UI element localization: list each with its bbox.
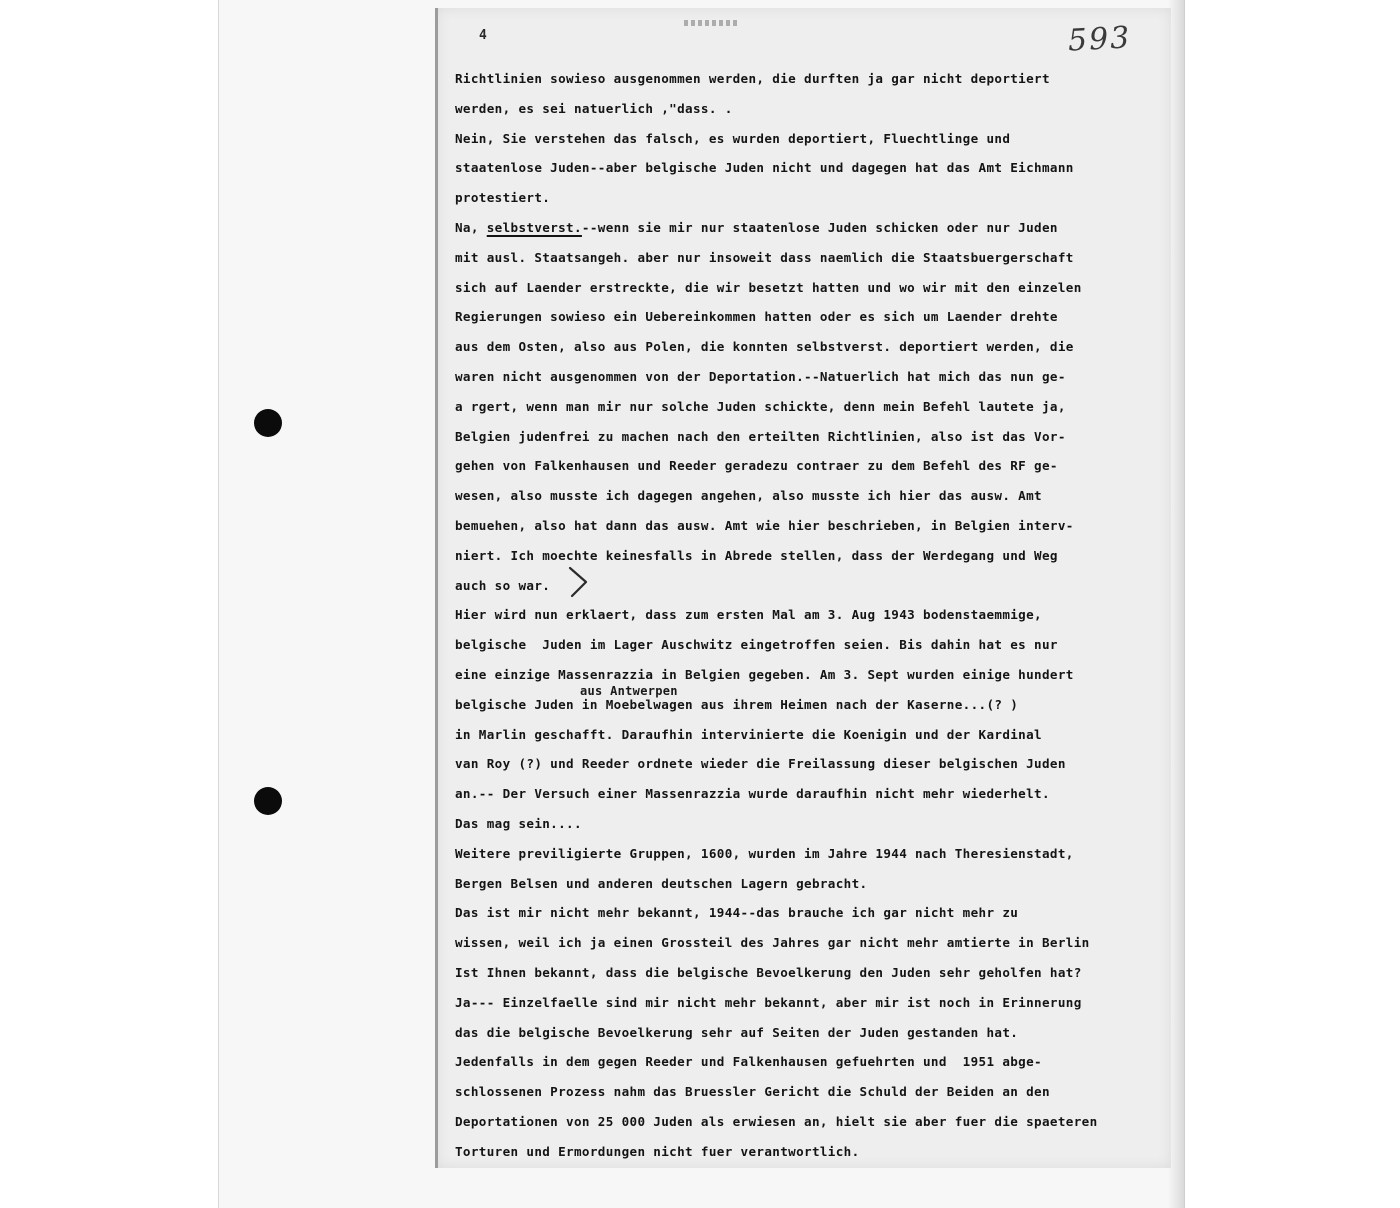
text-line: Torturen und Ermordungen nicht fuer verantwortlich. bbox=[455, 1143, 860, 1159]
header-smudge bbox=[684, 20, 740, 26]
text-line: Richtlinien sowieso ausgenommen werden, die durften ja gar nicht deportiert bbox=[455, 71, 1050, 86]
text-line: das die belgische Bevoelkerung sehr auf Seiten der Juden gestanden hat. bbox=[455, 1024, 1019, 1040]
handwritten-check-mark-icon bbox=[564, 564, 594, 600]
handwritten-folio-number: 593 bbox=[1067, 20, 1133, 59]
page-number: 4 bbox=[479, 28, 487, 43]
text-line: eine einzige Massenrazzia in Belgien gegeben. Am 3. Sept wurden einige hundert bbox=[455, 666, 1074, 682]
text-line: auch so war. bbox=[455, 577, 551, 593]
text-line: Nein, Sie verstehen das falsch, es wurden deportiert, Fluechtlinge und bbox=[455, 130, 1011, 146]
binder-hole-top bbox=[254, 409, 282, 437]
text-line: waren nicht ausgenommen von der Deportation.--Natuerlich hat mich das nun ge- bbox=[455, 368, 1066, 384]
line-prefix: Na, bbox=[455, 219, 487, 235]
text-line: in Marlin geschafft. Daraufhin intervinierte die Koenigin und der Kardinal bbox=[455, 726, 1042, 742]
typed-transcript bbox=[455, 64, 1175, 1166]
text-line: Belgien judenfrei zu machen nach den erteilten Richtlinien, also ist das Vor- bbox=[455, 428, 1066, 444]
text-line: aus dem Osten, also aus Polen, die konnten selbstverst. deportiert werden, die bbox=[455, 339, 1074, 355]
text-line: protestiert. bbox=[455, 190, 551, 206]
binder-hole-bottom bbox=[254, 787, 282, 815]
text-line: Deportationen von 25 000 Juden als erwiesen an, hielt sie aber fuer die spaeteren bbox=[455, 1113, 1098, 1129]
text-line: Jedenfalls in dem gegen Reeder und Falkenhausen gefuehrten und 1951 abge- bbox=[455, 1054, 1042, 1070]
text-line: mit ausl. Staatsangeh. aber nur insoweit dass naemlich die Staatsbuergerschaft bbox=[455, 249, 1074, 265]
text-line: Weitere previligierte Gruppen, 1600, wurden im Jahre 1944 nach Theresienstadt, bbox=[455, 845, 1074, 861]
text-line: bemuehen, also hat dann das ausw. Amt wie hier beschrieben, in Belgien interv- bbox=[455, 517, 1074, 533]
text-line: Ja--- Einzelfaelle sind mir nicht mehr bekannt, aber mir ist noch in Erinnerung bbox=[455, 994, 1082, 1010]
text-line: Das mag sein.... bbox=[455, 815, 582, 831]
text-line: Ist Ihnen bekannt, dass die belgische Bevoelkerung den Juden sehr geholfen hat? bbox=[455, 964, 1082, 980]
text-line: belgische Juden in Moebelwagen aus ihrem Heimen nach der Kaserne...(? ) bbox=[455, 696, 1019, 712]
text-line: niert. Ich moechte keinesfalls in Abrede stellen, dass der Werdegang und Weg bbox=[455, 547, 1058, 563]
text-line: Bergen Belsen und anderen deutschen Lagern gebracht. bbox=[455, 875, 868, 891]
text-line-underlined bbox=[455, 213, 1175, 243]
line-suffix: --wenn sie mir nur staatenlose Juden schicken oder nur Juden bbox=[581, 219, 1058, 235]
text-line: werden, es sei natuerlich ,"dass. . bbox=[455, 100, 733, 116]
typed-insertion: aus Antwerpen bbox=[580, 684, 678, 698]
underlined-word: selbstverst. bbox=[486, 219, 582, 235]
text-line: wesen, also musste ich dagegen angehen, also musste ich hier das ausw. Amt bbox=[455, 488, 1042, 504]
text-line: Regierungen sowieso ein Uebereinkommen hatten oder es sich um Laender drehte bbox=[455, 309, 1058, 325]
text-line: schlossenen Prozess nahm das Bruessler Gericht die Schuld der Beiden an den bbox=[455, 1084, 1050, 1100]
text-line: van Roy (?) und Reeder ordnete wieder die Freilassung dieser belgischen Juden bbox=[455, 756, 1066, 772]
text-line: an.-- Der Versuch einer Massenrazzia wurde daraufhin nicht mehr wiederhelt. bbox=[455, 786, 1050, 802]
text-line: Hier wird nun erklaert, dass zum ersten Mal am 3. Aug 1943 bodenstaemmige, bbox=[455, 607, 1042, 623]
text-line: belgische Juden im Lager Auschwitz eingetroffen seien. Bis dahin hat es nur bbox=[455, 637, 1058, 653]
text-line: sich auf Laender erstreckte, die wir besetzt hatten und wo wir mit den einzelen bbox=[455, 279, 1082, 295]
text-line: wissen, weil ich ja einen Grossteil des Jahres gar nicht mehr amtierte in Berlin bbox=[455, 935, 1090, 951]
text-line: gehen von Falkenhausen und Reeder geradezu contraer zu dem Befehl des RF ge- bbox=[455, 458, 1058, 474]
text-line: Das ist mir nicht mehr bekannt, 1944--das brauche ich gar nicht mehr zu bbox=[455, 905, 1019, 921]
text-line: a rgert, wenn man mir nur solche Juden schickte, denn mein Befehl lautete ja, bbox=[455, 398, 1066, 414]
text-line: staatenlose Juden--aber belgische Juden nicht und dagegen hat das Amt Eichmann bbox=[455, 160, 1074, 176]
